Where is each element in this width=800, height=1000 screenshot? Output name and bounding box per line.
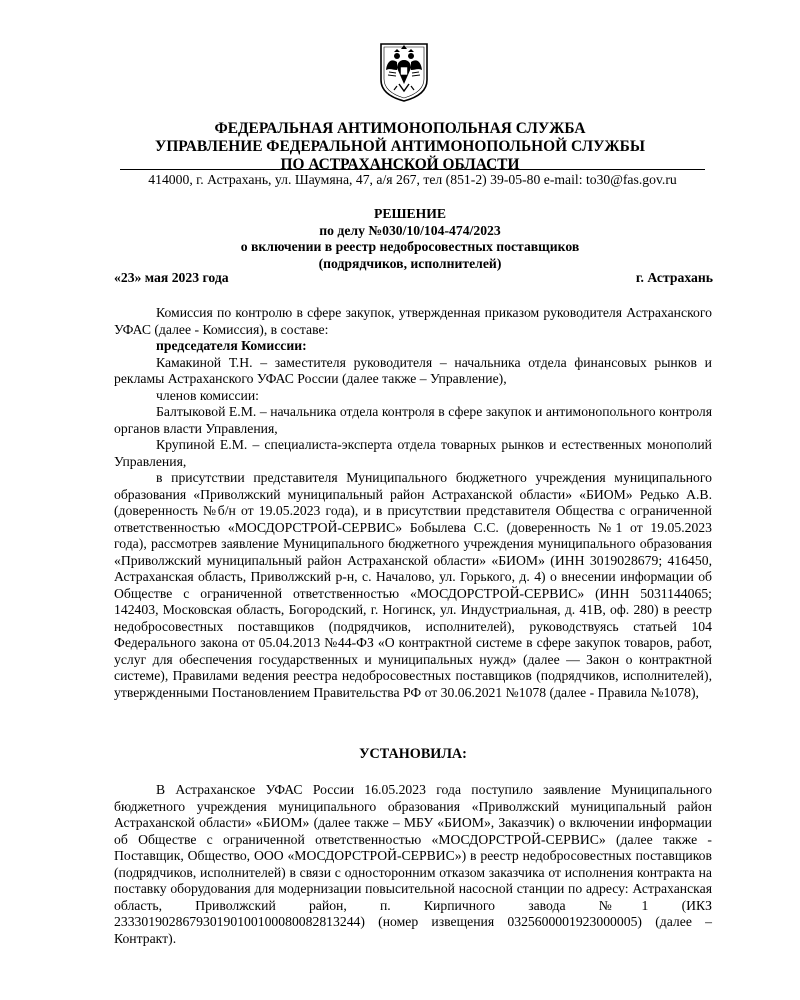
section-heading-established: УСТАНОВИЛА: — [359, 746, 467, 762]
member-1-paragraph: Балтыковой Е.М. – начальника отдела контроля в сфере закупок и антимонопольного контроля органов власти Управления, — [114, 404, 712, 436]
decision-title: РЕШЕНИЕ — [373, 206, 447, 221]
chair-paragraph: Камакиной Т.Н. – заместителя руководителя – начальника отдела финансовых рынков и рекламы Астраханского УФАС России (далее также – Управление), — [114, 354, 712, 386]
date-place-row — [114, 270, 713, 287]
members-label: членов комиссии: — [156, 387, 259, 403]
decision-city: г. Астрахань — [635, 270, 713, 285]
russian-coat-of-arms-icon — [377, 40, 431, 103]
established-section — [114, 782, 712, 947]
established-paragraph-1: В Астраханское УФАС России 16.05.2023 года поступило заявление Муниципального бюджетного учреждения муниципального образования «Приволжский муниципальный район Астраханской области» «БИОМ» (далее также – МБУ «БИОМ», Заказчик) о включении информации об Обществе с ограниченной ответственностью «МОСДОРСТРОЙ-СЕРВИС» (далее также - Поставщик, Общество, ООО «МОСДОРСТРОЙ-СЕРВИС») в реестр недобросовестных поставщиков (подрядчиков, исполнителей) в связи с односторонним отказом заказчика от исполнения контракта на поставку оборудования для модернизации повысительной насосной станции по адресу: Астраханская область, Приволжский район, п. Кирпичного завода №1 (ИКЗ 233301902867930190100100080082813244) (номер извещения 0325600001923000005) (далее – Контракт). — [114, 782, 712, 946]
commission-composition — [114, 305, 712, 701]
decision-title-block — [110, 206, 710, 272]
agency-title-line-1: ФЕДЕРАЛЬНАЯ АНТИМОНОПОЛЬНАЯ СЛУЖБА — [214, 120, 586, 137]
decision-subject-line-1: о включении в реестр недобросовестных поставщиков — [240, 239, 580, 254]
member-2-paragraph: Крупиной Е.М. – специалиста-эксперта отдела товарных рынков и естественных монополий Управления, — [114, 437, 712, 469]
agency-address: 414000, г. Астрахань, ул. Шаумяна, 47, а/я 267, тел (851-2) 39-05-80 e-mail: to30@fas.gov.ru — [120, 169, 705, 189]
agency-title-line-3: ПО АСТРАХАНСКОЙ ОБЛАСТИ — [280, 156, 520, 173]
decision-date: «23» мая 2023 года — [114, 270, 229, 285]
agency-title — [60, 120, 740, 174]
decision-subject-line-2: (подрядчиков, исполнителей) — [318, 255, 502, 271]
agency-title-line-2: УПРАВЛЕНИЕ ФЕДЕРАЛЬНОЙ АНТИМОНОПОЛЬНОЙ СЛУЖБЫ — [155, 138, 645, 155]
attendance-paragraph: в присутствии представителя Муниципального бюджетного учреждения муниципального образования «Приволжский муниципальный район Астраханской области» «БИОМ» Редько А.В. (доверенность №б/н от 19.05.2023 года), и в присутствии представителя Общества с ограниченной ответственностью «МОСДОРСТРОЙ-СЕРВИС» Бобылева С.С. (доверенность №1 от 19.05.2023 года), рассмотрев заявление Муниципального бюджетного учреждения муниципального образования «Приволжский муниципальный район Астраханской области» «БИОМ» (ИНН 3019028679; 416450, Астраханская область, Приволжский р-н, с. Началово, ул. Горького, д. 4) о внесении информации об Обществе с ограниченной ответственностью «МОСДОРСТРОЙ-СЕРВИС» (ИНН 5031144065; 142403, Московская область, Богородский, г. Ногинск, ул. Индустриальная, д. 41В, оф. 280) в реестр недобросовестных поставщиков (подрядчиков, исполнителей), руководствуясь статьей 104 Федерального закона от 05.04.2013 №44-ФЗ «О контрактной системе в сфере закупок товаров, работ, услуг для обеспечения государственных и муниципальных нужд» (далее — Закон о контрактной системе), Правилами ведения реестра недобросовестных поставщиков (подрядчиков, исполнителей), утвержденными Постановлением Правительства РФ от 30.06.2021 №1078 (далее - Правила №1078), — [114, 470, 712, 700]
case-number: по делу №030/10/104-474/2023 — [319, 222, 501, 238]
commission-intro-paragraph: Комиссия по контролю в сфере закупок, утвержденная приказом руководителя Астраханского УФАС (далее - Комиссия), в составе: — [114, 305, 712, 337]
chair-label: председателя Комиссии: — [156, 338, 307, 353]
